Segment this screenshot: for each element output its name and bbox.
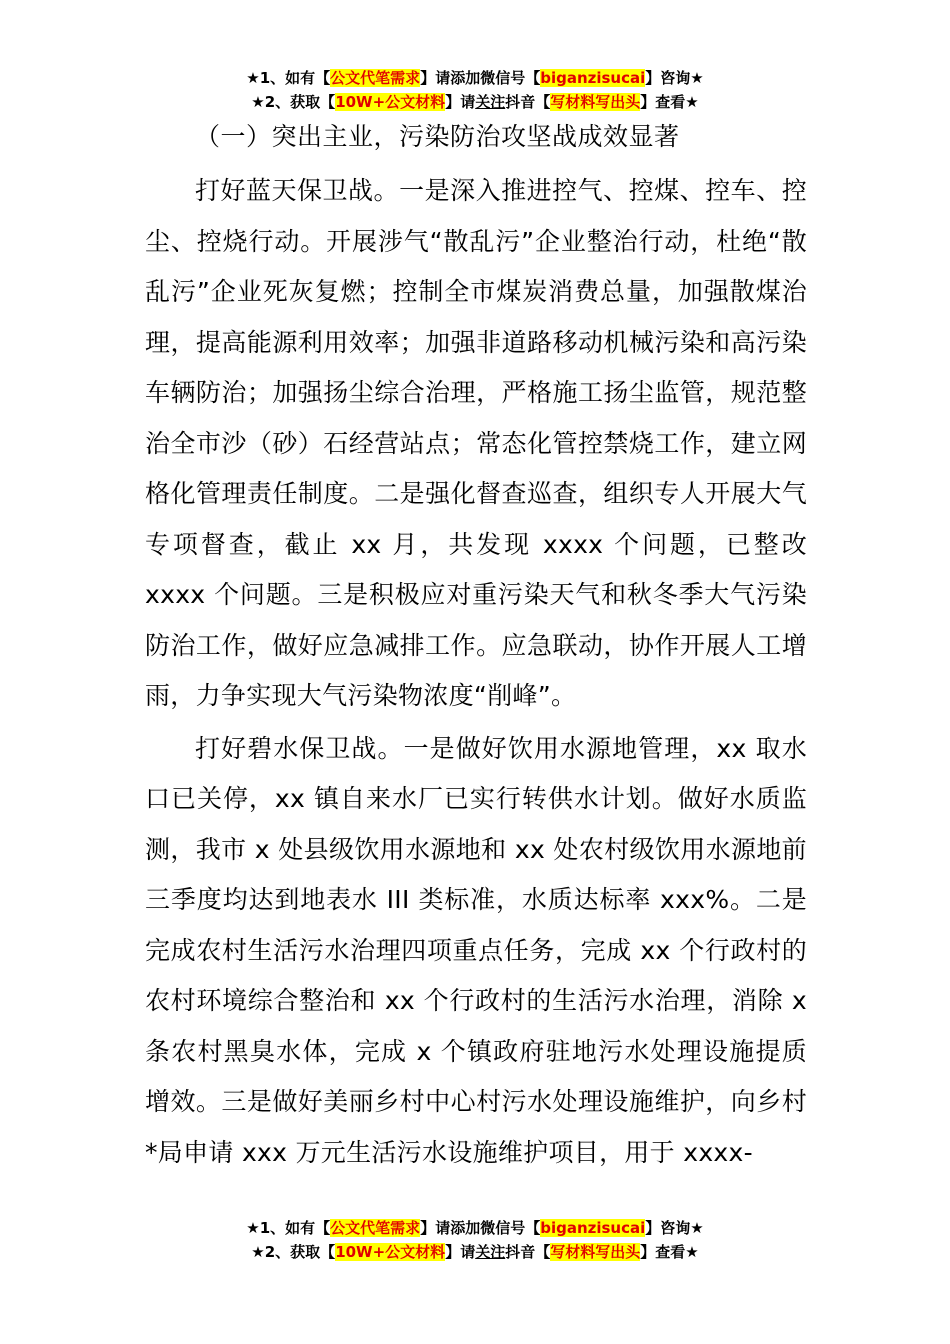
banner-line-2: ★2、获取【10W+公文材料】请关注抖音【写材料写出头】查看★ <box>251 93 699 111</box>
highlight-douyin: 写材料写出头 <box>550 1243 641 1261</box>
paragraph-clear-water: 打好碧水保卫战。一是做好饮用水源地管理，xx 取水口已关停，xx 镇自来水厂已实行转供水计划。做好水质监测，我市 x 处县级饮用水源地和 xx 处农村级饮用水源地前三季度均达到地表水 III 类标准，水质达标率 xxx%。二是完成农村生活污水治理四项重点任务，完成 xx 个行政村的农村环境综合整治和 xx 个行政村的生活污水治理，消除 x 条农村黑臭水体，完成 x 个镇政府驻地污水处理设施提质增效。三是做好美丽乡村中心村污水处理设施维护，向乡村*局申请 xxx 万元生活污水设施维护项目，用于 xxxx- <box>145 733 807 1167</box>
section-heading: （一）突出主业，污染防治攻坚战成效显著 <box>195 122 680 151</box>
top-banner <box>0 66 950 114</box>
highlight-wechat-id: biganzisucai <box>540 69 646 87</box>
bottom-banner <box>0 1216 950 1264</box>
highlight-wechat-id: biganzisucai <box>540 1219 646 1237</box>
highlight-service: 公文代笔需求 <box>330 69 421 87</box>
document-body <box>145 116 807 1178</box>
highlight-materials: 10W+公文材料 <box>335 93 446 111</box>
paragraph-blue-sky: 打好蓝天保卫战。一是深入推进控气、控煤、控车、控尘、控烧行动。开展涉气“散乱污”企业整治行动，杜绝“散乱污”企业死灰复燃；控制全市煤炭消费总量，加强散煤治理，提高能源利用效率；加强非道路移动机械污染和高污染车辆防治；加强扬尘综合治理，严格施工扬尘监管，规范整治全市沙（砂）石经营站点；常态化管控禁烧工作，建立网格化管理责任制度。二是强化督查巡查，组织专人开展大气专项督查，截止 xx 月，共发现 xxxx 个问题，已整改 xxxx 个问题。三是积极应对重污染天气和秋冬季大气污染防治工作，做好应急减排工作。应急联动，协作开展人工增雨，力争实现大气污染物浓度“削峰”。 <box>145 176 807 710</box>
banner-line-2: ★2、获取【10W+公文材料】请关注抖音【写材料写出头】查看★ <box>251 1243 699 1261</box>
banner-line-1: ★1、如有【公文代笔需求】请添加微信号【biganzisucai】咨询★ <box>246 69 704 87</box>
highlight-service: 公文代笔需求 <box>330 1219 421 1237</box>
highlight-douyin: 写材料写出头 <box>550 93 641 111</box>
highlight-materials: 10W+公文材料 <box>335 1243 446 1261</box>
banner-line-1: ★1、如有【公文代笔需求】请添加微信号【biganzisucai】咨询★ <box>246 1219 704 1237</box>
